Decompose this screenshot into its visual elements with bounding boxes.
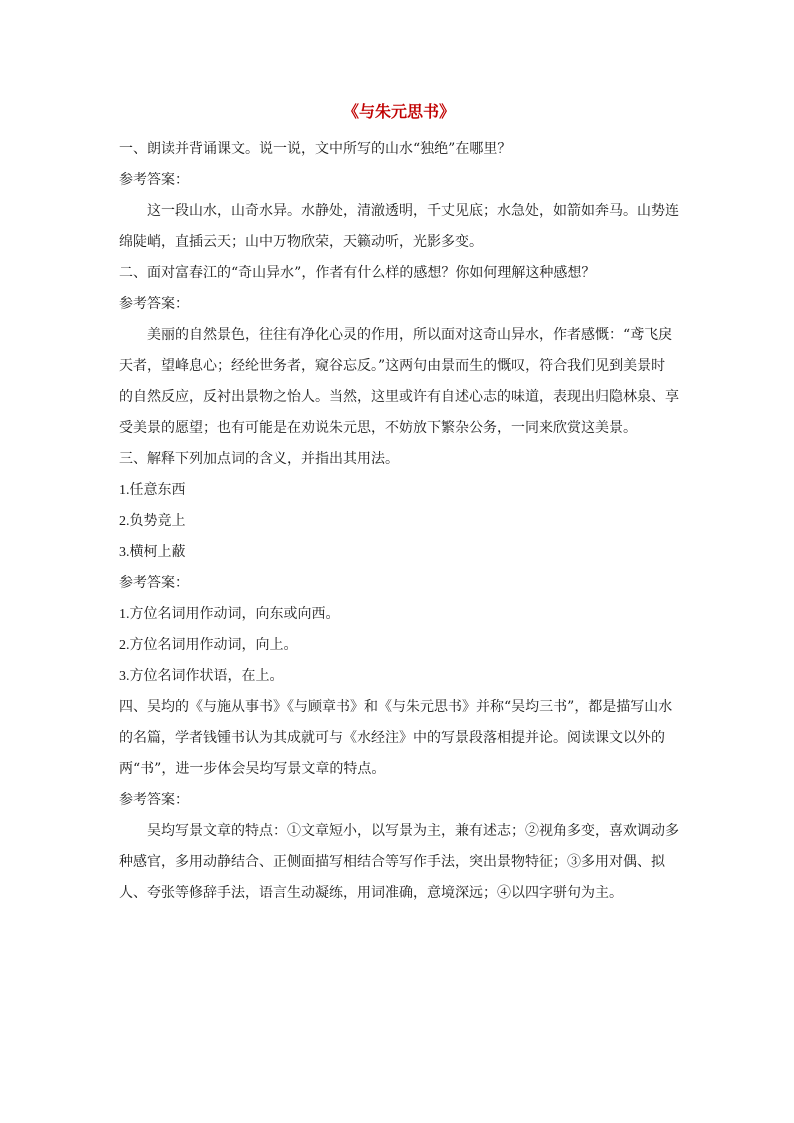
answer-4: 吴均写景文章的特点：①文章短小，以写景为主，兼有述志；②视角多变，喜欢调动多种感官，多用动静结合、正侧面描写相结合等写作手法，突出景物特征；③多用对偶、拟人、夸张等修辞手法，语言生动凝练，用词准确，意境深远；④以四字骈句为主。 xyxy=(119,823,679,901)
answer-3-item-3: 3.方位名词作状语，在上。 xyxy=(119,669,284,684)
answer-1: 这一段山水，山奇水异。水静处，清澈透明，千丈见底；水急处，如箭如奔马。山势连绵陡峭，直插云天；山中万物欣荣，天籁动听，光影多变。 xyxy=(119,203,679,250)
question-3-item-2: 2.负势竞上 xyxy=(119,514,186,529)
answer-2: 美丽的自然景色，往往有净化心灵的作用，所以面对这奇山异水，作者感慨：“鸢飞戾天者，望峰息心；经纶世务者，窥谷忘反。”这两句由景而生的慨叹，符合我们见到美景时的自然反应，反衬出景物之怡人。当然，这里或许有自述心志的味道，表现出归隐林泉、享受美景的愿望；也有可能是在劝说朱元思，不妨放下繁杂公务，一同来欣赏这美景。 xyxy=(119,327,679,436)
question-3-item-1: 1.任意东西 xyxy=(119,483,186,498)
document-page xyxy=(119,100,679,909)
document-title: 《与朱元思书》 xyxy=(342,102,455,121)
answer-3-item-1: 1.方位名词用作动词，向东或向西。 xyxy=(119,607,340,622)
reference-answer-label-2: 参考答案： xyxy=(119,296,189,312)
question-3: 三、解释下列加点词的含义，并指出其用法。 xyxy=(119,451,399,467)
reference-answer-label-3: 参考答案： xyxy=(119,575,189,591)
reference-answer-label-1: 参考答案： xyxy=(119,172,189,188)
question-3-item-3: 3.横柯上蔽 xyxy=(119,545,186,560)
question-4: 四、吴均的《与施从事书》《与顾章书》和《与朱元思书》并称“吴均三书”，都是描写山水的名篇，学者钱锺书认为其成就可与《水经注》中的写景段落相提并论。阅读课文以外的两“书”，进一步体会吴均写景文章的特点。 xyxy=(119,699,673,777)
reference-answer-label-4: 参考答案： xyxy=(119,792,189,808)
question-2: 二、面对富春江的“奇山异水”，作者有什么样的感想？你如何理解这种感想？ xyxy=(119,265,596,281)
answer-3-item-2: 2.方位名词用作动词，向上。 xyxy=(119,638,298,653)
question-1: 一、朗读并背诵课文。说一说，文中所写的山水“独绝”在哪里？ xyxy=(119,141,512,157)
